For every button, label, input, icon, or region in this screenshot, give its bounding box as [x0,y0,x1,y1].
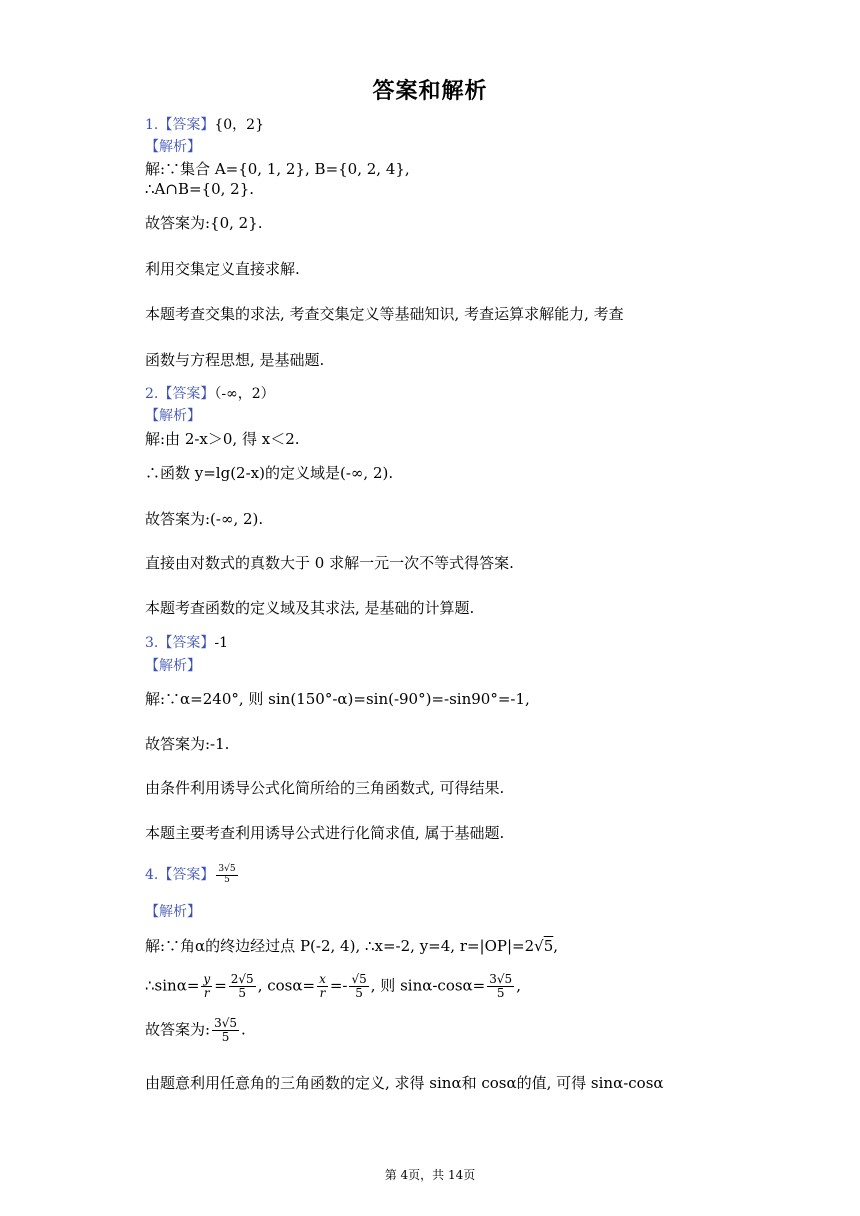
q1-analysis-tag: 【解析】 [145,139,201,155]
q4-cos-label: , cosα= [257,976,316,995]
q4-analysis-tag: 【解析】 [145,904,201,920]
fraction-numerator: 3√5 [489,972,513,986]
q4-fraction-y-over-r [201,973,212,1000]
q1-line-1: 解:∵集合 A={0, 1, 2}, B={0, 2, 4}, [145,160,410,178]
q4-line-1 [145,935,558,956]
fraction-numerator: 2√5 [230,972,254,986]
fraction-numerator: x [319,972,326,986]
q1-number: 1. [145,117,159,133]
q3-number: 3. [145,635,159,651]
q3-answer: -1 [214,635,228,651]
q4-answer-denominator: 5 [224,874,230,885]
q2-number: 2. [145,386,159,402]
q4-line-2-end: , [516,976,521,995]
page-footer: 第 4页，共 14页 [384,1168,476,1182]
q3-line-2: 故答案为:-1. [145,735,230,753]
q2-answer: （-∞，2） [214,386,275,402]
sqrt-symbol: √ [534,937,544,955]
q4-difference-label: , 则 sinα-cosα= [370,976,486,995]
fraction-numerator: 3√5 [214,1016,237,1030]
q4-answer-numerator: 3√5 [218,863,236,874]
q4-line-4: 由题意利用任意角的三角函数的定义, 求得 sinα和 cosα的值, 可得 sinα-cosα [145,1074,664,1092]
q1-answer-tag: 【答案】 [158,117,215,133]
q4-line-1-radicand: 5 [543,937,554,955]
q1-line-3: 故答案为:{0, 2}. [145,214,263,232]
q3-line-1: 解:∵α=240°, 则 sin(150°-α)=sin(-90°)=-sin90°=-1, [145,690,530,708]
q2-analysis-tag: 【解析】 [145,408,201,424]
fraction-denominator: r [319,986,326,1001]
fraction-denominator: 5 [355,986,363,1001]
q2-line-5: 本题考查函数的定义域及其求法, 是基础的计算题. [145,599,475,617]
q3-line-3: 由条件利用诱导公式化简所给的三角函数式, 可得结果. [145,779,505,797]
fraction-denominator: 5 [496,986,505,1001]
page-title: 答案和解析 [372,79,488,104]
q3-analysis-tag: 【解析】 [145,658,201,674]
q4-fraction-cos-value [349,973,368,1000]
q2-answer-tag: 【答案】 [158,386,215,402]
q2-line-1: 解:由 2-x＞0, 得 x＜2. [145,430,300,448]
q1-line-6: 函数与方程思想, 是基础题. [145,351,325,369]
q2-line-3: 故答案为:(-∞, 2). [145,510,264,528]
q3-answer-tag: 【答案】 [158,635,215,651]
fraction-numerator: y [203,972,211,986]
q4-line-2 [145,973,521,1000]
q4-equals-1: = [214,976,227,995]
q4-sin-label: ∴sinα= [145,976,200,995]
q1-answer-line [145,114,264,134]
q1-line-5: 本题考查交集的求法, 考查交集定义等基础知识, 考查运算求解能力, 考查 [145,305,624,323]
q3-line-4: 本题主要考查利用诱导公式进行化简求值, 属于基础题. [145,824,505,842]
q4-answer-line [145,864,240,885]
q4-line-3 [145,1017,246,1044]
q1-line-4: 利用交集定义直接求解. [145,260,300,278]
fraction-denominator: 5 [238,986,247,1001]
q2-line-4: 直接由对数式的真数大于 0 求解一元一次不等式得答案. [145,554,514,572]
q2-answer-line [145,383,275,403]
q1-line-2: ∴A∩B={0, 2}. [145,180,255,198]
q4-line-1-end: , [553,937,559,955]
q3-answer-line [145,632,228,652]
q4-number: 4. [145,867,159,883]
q2-line-2: ∴函数 y=lg(2-x)的定义域是(-∞, 2). [145,464,394,482]
q4-fraction-x-over-r [317,973,328,1000]
q4-fraction-difference-value [487,973,514,1000]
q1-answer: {0，2} [214,117,264,133]
q4-fraction-sin-value [229,973,256,1000]
q4-answer-tag: 【答案】 [158,867,215,883]
fraction-numerator: √5 [351,972,367,986]
q4-answer-fraction [216,865,237,886]
q4-equals-2: =- [329,976,348,995]
q4-line-1-text: 解:∵角α的终边经过点 P(-2, 4), ∴x=-2, y=4, r=|OP|=2 [145,937,535,955]
fraction-denominator: r [203,986,210,1001]
q4-final-answer-label: 故答案为: [145,1020,211,1039]
fraction-denominator: 5 [221,1030,230,1045]
q4-final-answer-fraction [212,1017,239,1044]
q4-line-3-end: . [240,1020,246,1039]
